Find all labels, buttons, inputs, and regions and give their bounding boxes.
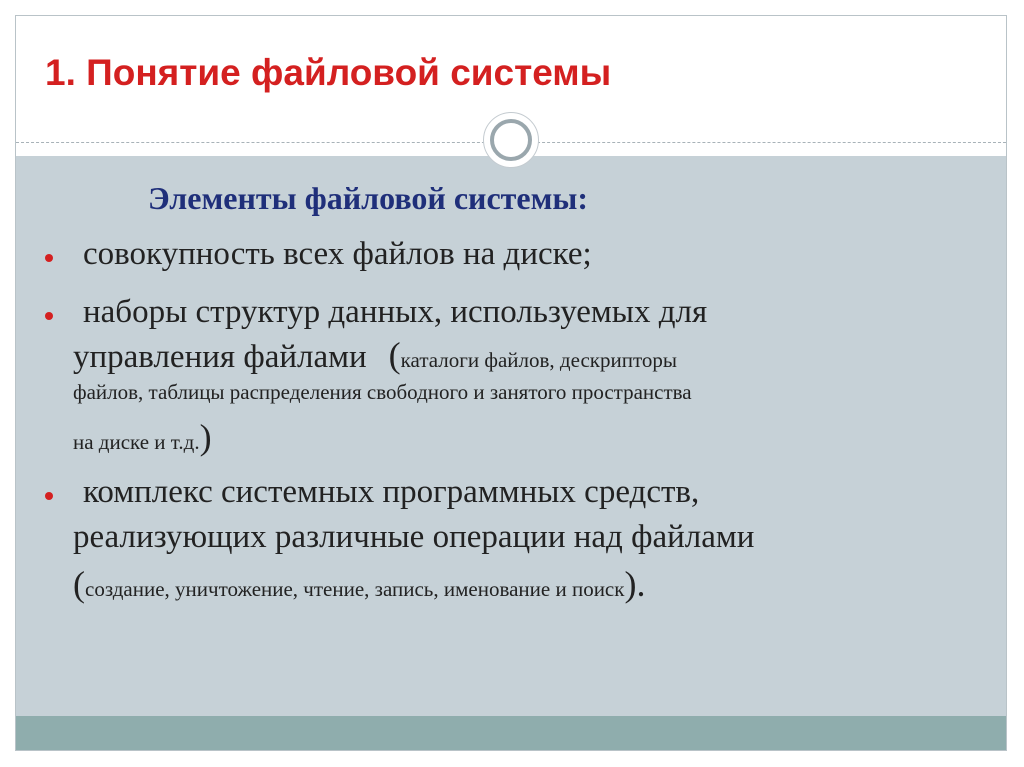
bullet-dot-icon bbox=[45, 492, 53, 500]
bullet-text: совокупность всех файлов на диске; bbox=[83, 236, 592, 272]
bullet-dot-icon bbox=[45, 312, 53, 320]
bullet-text: комплекс системных программных средств, bbox=[83, 474, 700, 510]
bullet-text: наборы структур данных, используемых для bbox=[83, 294, 708, 330]
bullet-text-small: файлов, таблицы распределения свободного и занятого пространства bbox=[73, 380, 692, 404]
bullet-text-line bbox=[73, 415, 212, 465]
bullet-text-line bbox=[73, 562, 645, 612]
paren-open: ( bbox=[73, 564, 85, 604]
bullet-text-small: создание, уничтожение, чтение, запись, именование и поиск bbox=[85, 577, 625, 601]
slide-title: 1. Понятие файловой системы bbox=[45, 52, 612, 93]
bullet-text-main: управления файлами bbox=[73, 339, 367, 375]
bullet-text: реализующих различные операции над файлами bbox=[73, 519, 755, 555]
content-subtitle: Элементы файловой системы: bbox=[148, 180, 589, 216]
ring-ornament-icon bbox=[483, 112, 539, 168]
paren-close: ). bbox=[624, 564, 646, 604]
footer-band bbox=[16, 716, 1006, 750]
bullet-text-small: на диске и т.д. bbox=[73, 430, 200, 454]
paren-close: ) bbox=[199, 417, 212, 457]
bullet-text-small: каталоги файлов, дескрипторы bbox=[400, 348, 677, 372]
bullet-dot-icon bbox=[45, 254, 53, 262]
paren-open: ( bbox=[388, 335, 401, 375]
